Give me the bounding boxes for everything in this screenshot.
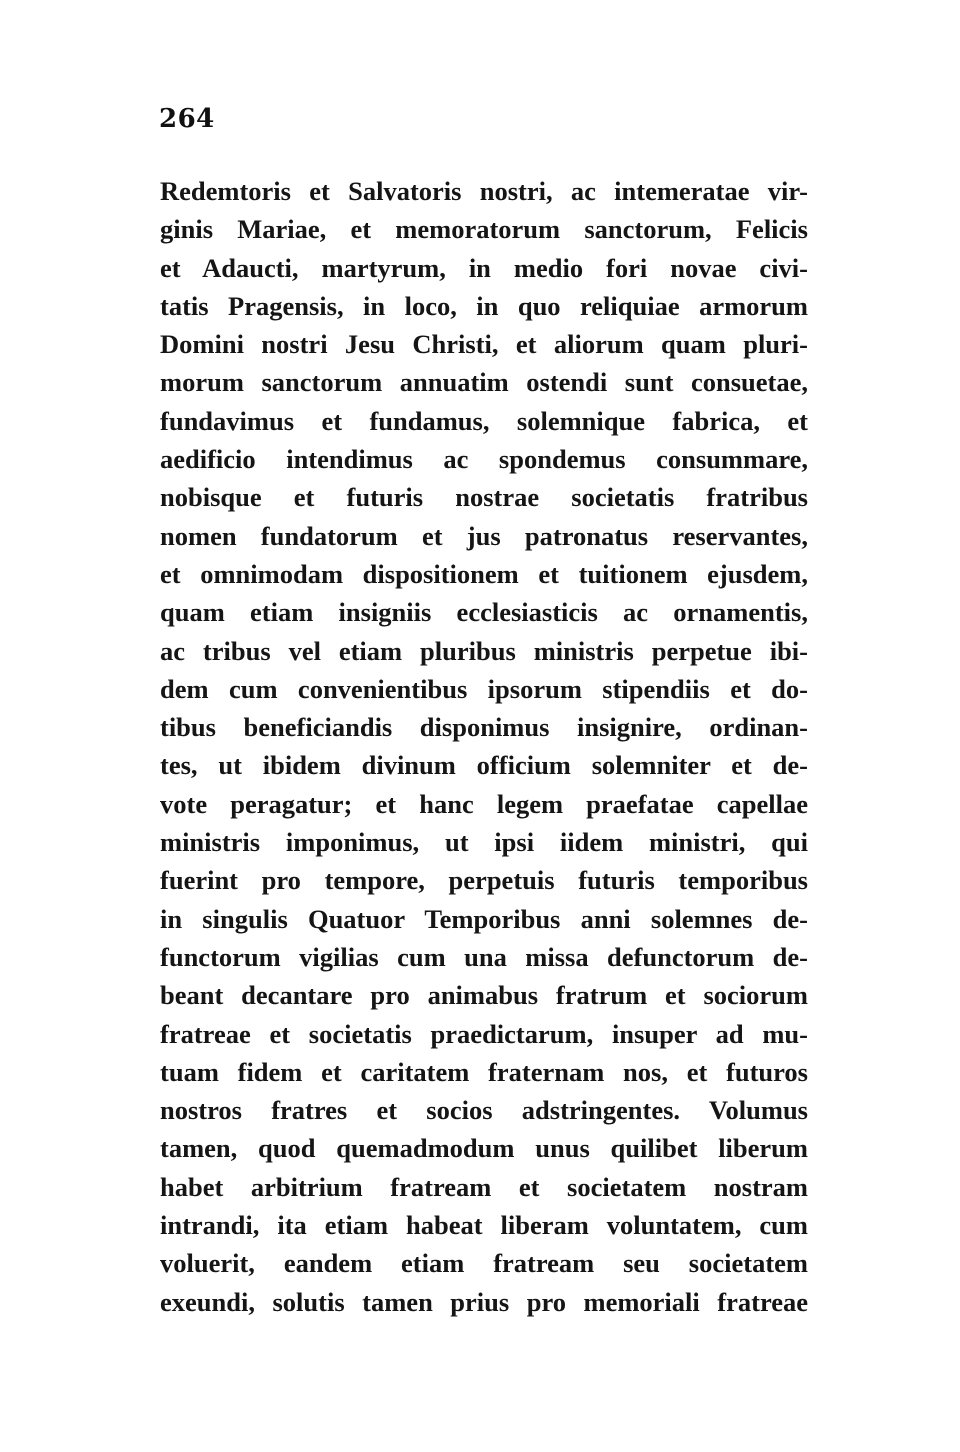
text-line: vote peragatur; et hanc legem praefatae capellae [160, 788, 808, 819]
text-line: dem cum convenientibus ipsorum stipendiis et do- [160, 673, 808, 704]
text-line: aedificio intendimus ac spondemus consummare, [160, 444, 808, 475]
text-line: nomen fundatorum et jus patronatus reservantes, [160, 520, 808, 551]
text-line: tamen, quod quemadmodum unus quilibet liberum [160, 1133, 808, 1164]
text-line: intrandi, ita etiam habeat liberam voluntatem, cum [160, 1210, 808, 1241]
text-line: ginis Mariae, et memoratorum sanctorum, Felicis [160, 214, 808, 245]
text-line: exeundi, solutis tamen prius pro memoriali fratreae [160, 1286, 808, 1317]
text-line: Domini nostri Jesu Christi, et aliorum quam pluri- [160, 329, 808, 360]
text-line: tuam fidem et caritatem fraternam nos, et futuros [160, 1056, 808, 1087]
body-text [160, 172, 808, 1321]
text-line: tatis Pragensis, in loco, in quo reliquiae armorum [160, 290, 808, 321]
text-line: nostros fratres et socios adstringentes. Volumus [160, 1095, 808, 1126]
text-line: morum sanctorum annuatim ostendi sunt consuetae, [160, 367, 808, 398]
text-line: quam etiam insigniis ecclesiasticis ac ornamentis, [160, 597, 808, 628]
text-line: voluerit, eandem etiam fratream seu societatem [160, 1248, 808, 1279]
text-line: in singulis Quatuor Temporibus anni solemnes de- [160, 903, 808, 934]
text-line: ac tribus vel etiam pluribus ministris perpetue ibi- [160, 635, 808, 666]
text-line: habet arbitrium fratream et societatem nostram [160, 1171, 808, 1202]
text-line: beant decantare pro animabus fratrum et sociorum [160, 980, 808, 1011]
text-line: et Adaucti, martyrum, in medio fori novae civi- [160, 252, 808, 283]
text-line: fuerint pro tempore, perpetuis futuris temporibus [160, 865, 808, 896]
text-line: fratreae et societatis praedictarum, insuper ad mu- [160, 1018, 808, 1049]
text-line: tes, ut ibidem divinum officium solemniter et de- [160, 750, 808, 781]
text-line: nobisque et futuris nostrae societatis fratribus [160, 482, 808, 513]
text-line: fundavimus et fundamus, solemnique fabrica, et [160, 405, 808, 436]
text-line: Redemtoris et Salvatoris nostri, ac intemeratae vir- [160, 176, 808, 206]
text-line: ministris imponimus, ut ipsi iidem ministri, qui [160, 827, 808, 858]
page-number: 264 [159, 104, 215, 134]
text-line: functorum vigilias cum una missa defunctorum de- [160, 941, 808, 972]
text-line: et omnimodam dispositionem et tuitionem ejusdem, [160, 558, 808, 589]
text-line: tibus beneficiandis disponimus insignire, ordinan- [160, 712, 808, 743]
